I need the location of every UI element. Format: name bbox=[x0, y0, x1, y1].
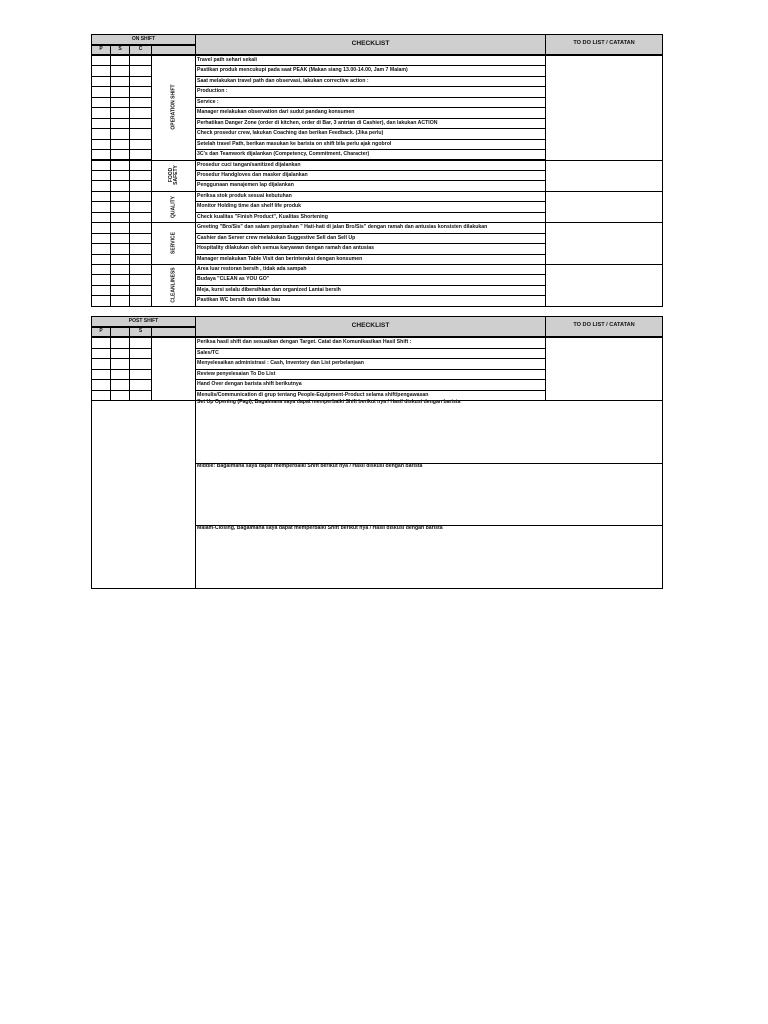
checklist-item-text: Service : bbox=[197, 98, 219, 105]
post-todo-header-label: TO DO LIST / CATATAN bbox=[573, 322, 635, 328]
checklist-item-text: Penggunaan manajemen lap dijalankan bbox=[197, 182, 294, 189]
checklist-item-text: Travel path sehari sekali bbox=[197, 57, 257, 63]
checkbox-c[interactable] bbox=[129, 295, 152, 306]
post-checklist-header-label: CHECKLIST bbox=[351, 322, 390, 329]
checklist-item-text: Greeting "Bro/Sis" dan salam perpisahan " Hati-hati di jalan Bro/Sis" dengan ramah dan antusias konsisten dilakukan bbox=[197, 224, 488, 231]
checklist-item-text: Check prosedur crew, lakukan Coaching dan berikan Feedback. (Jika perlu) bbox=[197, 130, 384, 137]
checklist-item-text: Area luar restoran bersih , tidak ada sampah bbox=[197, 266, 307, 272]
todo-header-label: TO DO LIST / CATATAN bbox=[573, 40, 635, 46]
checklist-item-text: Prosedur cuci tangan/sanitized dijalankan bbox=[197, 161, 301, 168]
section-category-label: CLEANLINESS bbox=[170, 267, 177, 303]
checklist-item-text: Cashier dan Server crew melakukan Suggestive Sell dan Sell Up bbox=[197, 234, 356, 241]
checklist-item-text: Check kualitas "Finish Product", Kualitas Shortening bbox=[197, 213, 328, 220]
todo-section-cell[interactable] bbox=[545, 160, 663, 192]
note-middle-label: Middle: Bagaimana saya dapat memperbaiki Shift berikut nya / Hasil diskusi dengan barista bbox=[197, 463, 423, 469]
note-closing-box[interactable] bbox=[195, 525, 663, 589]
checklist-item-text: Monitor Holding time dan shelf life produk bbox=[197, 203, 302, 210]
on-shift-label: ON SHIFT bbox=[131, 36, 156, 42]
checklist-item-text: Periksa stok produk sesuai kebutuhan bbox=[197, 192, 292, 199]
post-checklist-item-text: Menulis/Communication di grup tentang People-Equipment-Product selama shift/pengawasan bbox=[197, 391, 429, 398]
post-checklist-item-text: Sales/TC bbox=[197, 349, 219, 356]
col-c-label: C bbox=[138, 46, 143, 52]
post-col-p-label: P bbox=[99, 328, 103, 334]
checklist-item-text: Meja, kursi selalu dibersihkan dan organized Lantai bersih bbox=[197, 286, 341, 293]
checklist-item-text: Manager melakukan Table Visit dan berinteraksi dengan konsumen bbox=[197, 255, 363, 262]
note-middle-box[interactable] bbox=[195, 463, 663, 526]
post-checklist-item-text: Review penyelesaian To Do List bbox=[197, 370, 276, 377]
note-opening-box[interactable] bbox=[195, 400, 663, 464]
checklist-item-text: Pastikan WC bersih dan tidak bau bbox=[197, 297, 281, 304]
post-col-s-header bbox=[110, 327, 130, 337]
col-s-label: S bbox=[118, 46, 122, 52]
post-checklist-item-text: Periksa hasil shift dan sesuaikan dengan Target. Catat dan Komunikasikan Hasil Shift : bbox=[197, 339, 412, 345]
notes-left-block bbox=[91, 400, 196, 589]
checklist-item-text: Production : bbox=[197, 88, 228, 95]
checklist-item-text: 3C's dan Teamwork dijalankan (Competency, Commitment, Character) bbox=[197, 151, 370, 158]
checklist-item-text: Hospitality dilakukan oleh semua karyawan dengan ramah dan antusias bbox=[197, 245, 375, 252]
post-col-s-label: S bbox=[138, 328, 143, 334]
checklist-header-label: CHECKLIST bbox=[351, 40, 390, 47]
checklist-item-text: Budaya "CLEAN as YOU GO" bbox=[197, 276, 270, 283]
checkbox-p[interactable] bbox=[91, 295, 111, 306]
post-todo-cell[interactable] bbox=[545, 337, 663, 401]
col-category-header bbox=[151, 45, 196, 55]
checklist-item-text: Setelah travel Path, berikan masukan ke barista on shift bila perlu ajak ngobrol bbox=[197, 140, 392, 147]
checkbox-s[interactable] bbox=[110, 295, 130, 306]
checklist-item-text: Saat melakukan travel path dan observasi, lakukan corrective action : bbox=[197, 77, 369, 84]
section-category-label: OPERATION SHIFT bbox=[170, 84, 177, 130]
post-checklist-item-text: Menyelesaikan administrasi : Cash, Inventory dan List perbelanjaan bbox=[197, 360, 364, 366]
post-shift-label: POST SHIFT bbox=[128, 318, 159, 324]
checklist-item-text: Manager melakukan observation dari sudut pandang konsumen bbox=[197, 109, 355, 116]
note-closing-label: Malam-Closing, Bagaimana saya dapat memperbaiki Shift berikut nya / Hasil diskusi dengan barista bbox=[197, 525, 443, 531]
post-col-blank-header bbox=[151, 327, 196, 337]
note-opening-label: Set Up Opening (Pagi), Bagaimana saya dapat memperbaiki Shift berikut nya / Hasil diskusi dengan barista bbox=[197, 399, 461, 405]
section-category-label: QUALITY bbox=[170, 195, 177, 218]
section-category-label: FOOD SAFETY bbox=[167, 165, 179, 186]
post-checklist-item-text: Hand Over dengan barista shift berikutnya bbox=[197, 381, 302, 387]
checklist-item-text: Prosedur Handgloves dan masker dijalankan bbox=[197, 171, 308, 178]
todo-section-cell[interactable] bbox=[545, 191, 663, 223]
col-p-label: P bbox=[99, 46, 103, 52]
todo-section-cell[interactable] bbox=[545, 222, 663, 265]
post-category-cell bbox=[151, 337, 196, 401]
checklist-item-text: Perhatikan Danger Zone (order di kitchen, order di Bar, 3 antrian di Cashier), dan lakukan ACTION bbox=[197, 119, 438, 126]
section-category-label: SERVICE bbox=[170, 232, 177, 255]
todo-section-cell[interactable] bbox=[545, 264, 663, 307]
todo-section-cell[interactable] bbox=[545, 55, 663, 161]
checklist-item-text: Pastikan produk mencukupi pada saat PEAK (Makan siang 13.00-14.00, Jam 7 Malam) bbox=[197, 67, 408, 74]
